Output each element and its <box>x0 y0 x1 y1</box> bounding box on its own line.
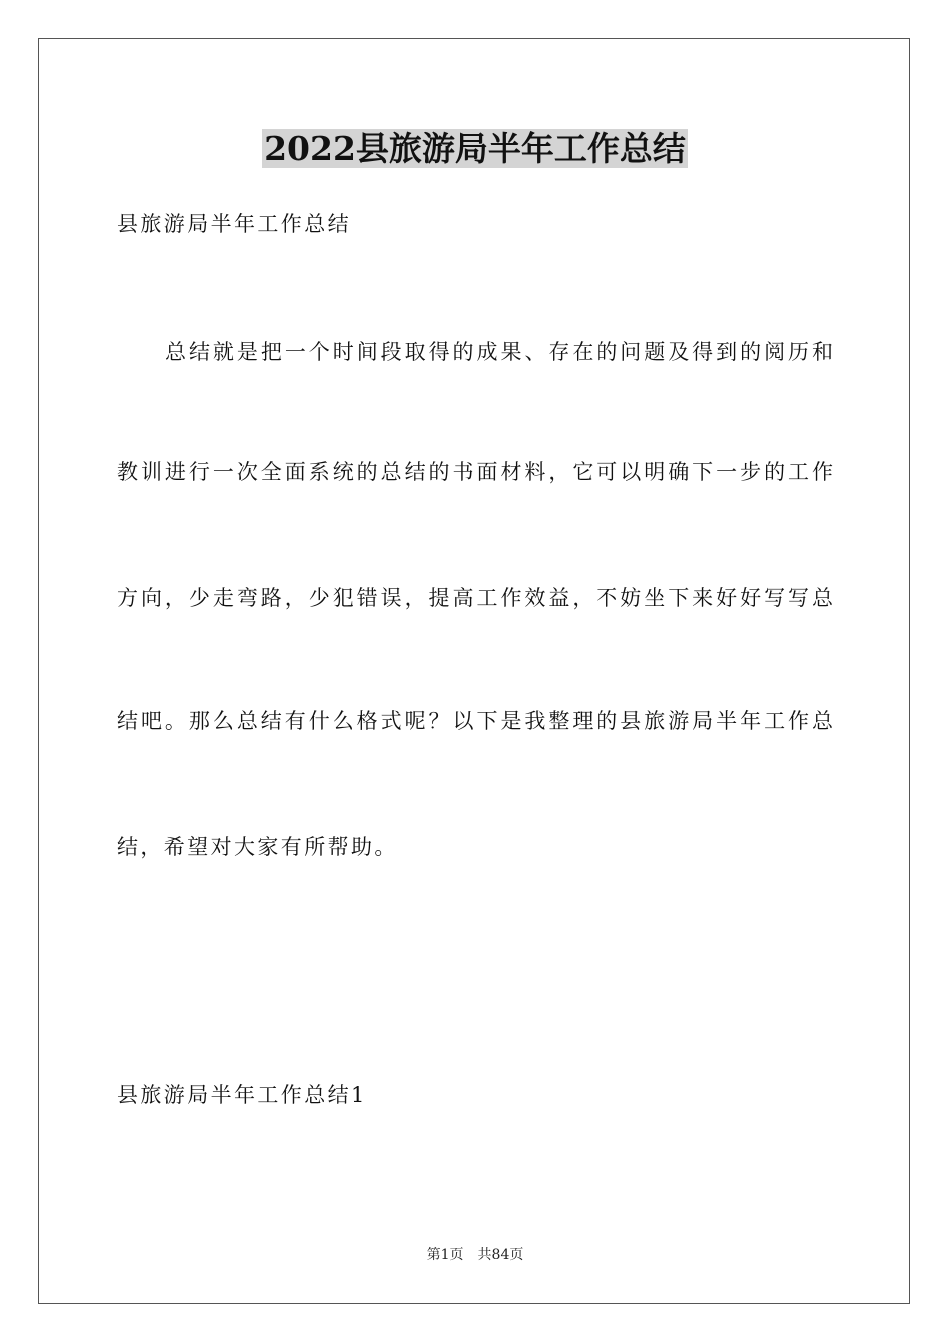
paragraph-line: 教训进行一次全面系统的总结的书面材料，它可以明确下一步的工作 <box>117 460 833 484</box>
section-heading: 县旅游局半年工作总结1 <box>117 1083 367 1107</box>
page-total: 共84页 <box>477 1247 524 1263</box>
paragraph-line-last: 结，希望对大家有所帮助。 <box>117 835 398 859</box>
document-subtitle: 县旅游局半年工作总结 <box>117 212 351 236</box>
paragraph-line: 结吧。那么总结有什么格式呢？以下是我整理的县旅游局半年工作总 <box>117 709 833 733</box>
paragraph-line: 方向，少走弯路，少犯错误，提高工作效益，不妨坐下来好好写写总 <box>117 586 833 610</box>
document-title-text: 2022县旅游局半年工作总结 <box>264 129 686 168</box>
page-number: 第1页 <box>426 1247 464 1263</box>
document-title <box>0 124 950 174</box>
paragraph-line: 总结就是把一个时间段取得的成果、存在的问题及得到的阅历和 <box>165 340 833 364</box>
page-footer <box>0 1245 950 1265</box>
